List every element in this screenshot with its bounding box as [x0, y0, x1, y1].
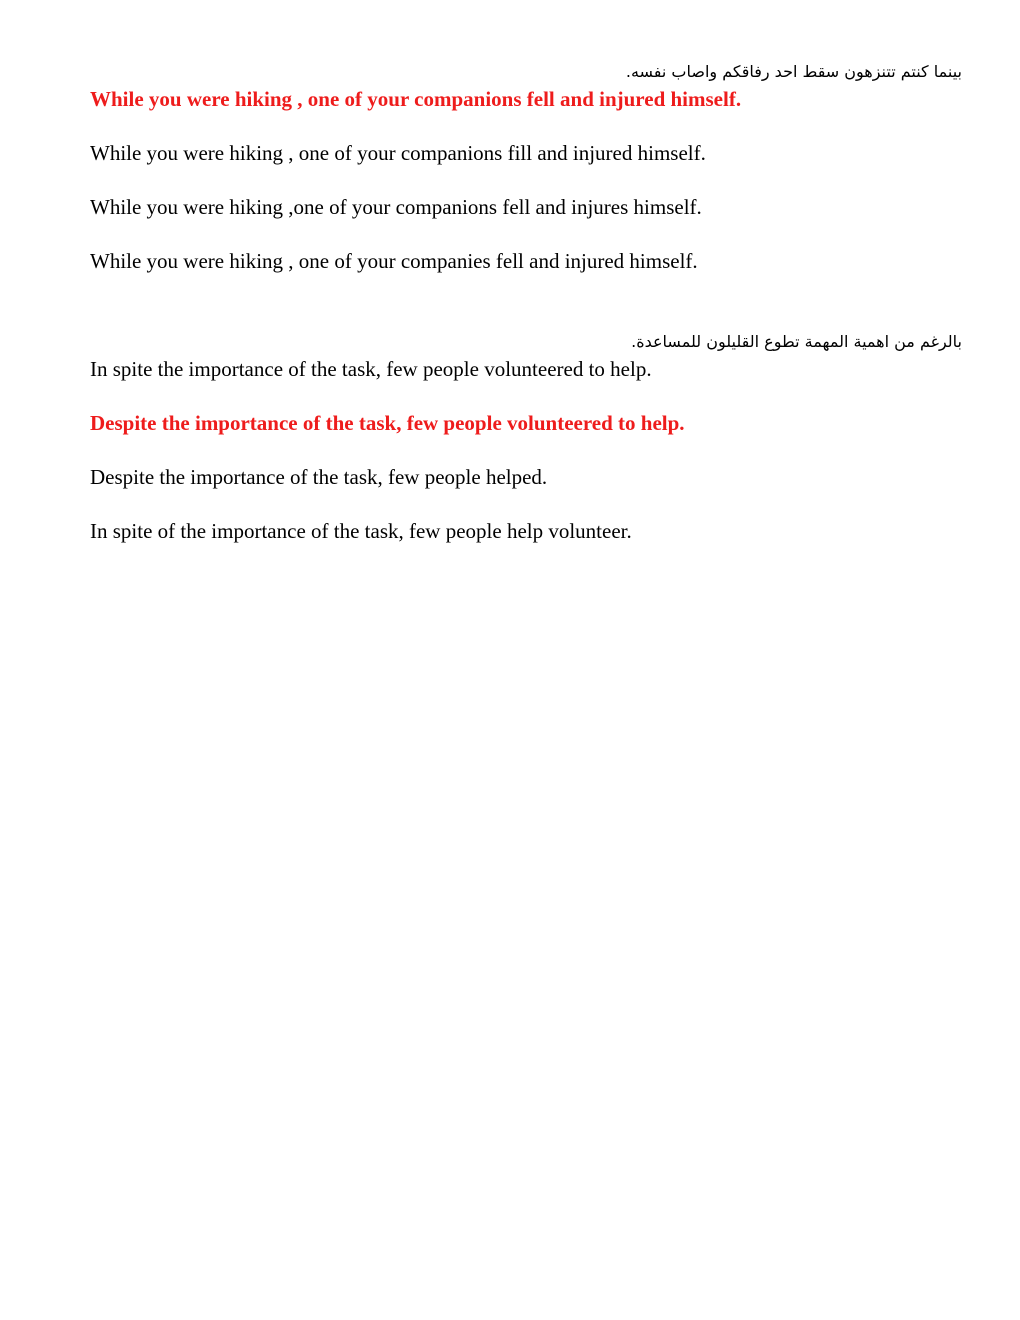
answer-option: While you were hiking ,one of your companions fell and injures himself.: [90, 195, 702, 219]
answer-option: While you were hiking , one of your companions fill and injured himself.: [90, 141, 706, 165]
answer-option: In spite the importance of the task, few people volunteered to help.: [90, 357, 652, 381]
question-prompt-arabic: بينما كنتم تتنزهون سقط احد رفاقكم واصاب نفسه.: [625, 62, 962, 81]
answer-option: Despite the importance of the task, few people helped.: [90, 465, 548, 489]
answer-option-correct: Despite the importance of the task, few people volunteered to help.: [90, 411, 685, 435]
question-2: [90, 331, 962, 571]
question-1: [90, 61, 962, 301]
answer-option: While you were hiking , one of your companies fell and injured himself.: [90, 249, 698, 273]
answer-option-correct: While you were hiking , one of your companions fell and injured himself.: [90, 87, 742, 111]
answer-option: In spite of the importance of the task, few people help volunteer.: [90, 519, 632, 543]
question-prompt-arabic: بالرغم من اهمية المهمة تطوع القليلون للمساعدة.: [631, 332, 962, 351]
